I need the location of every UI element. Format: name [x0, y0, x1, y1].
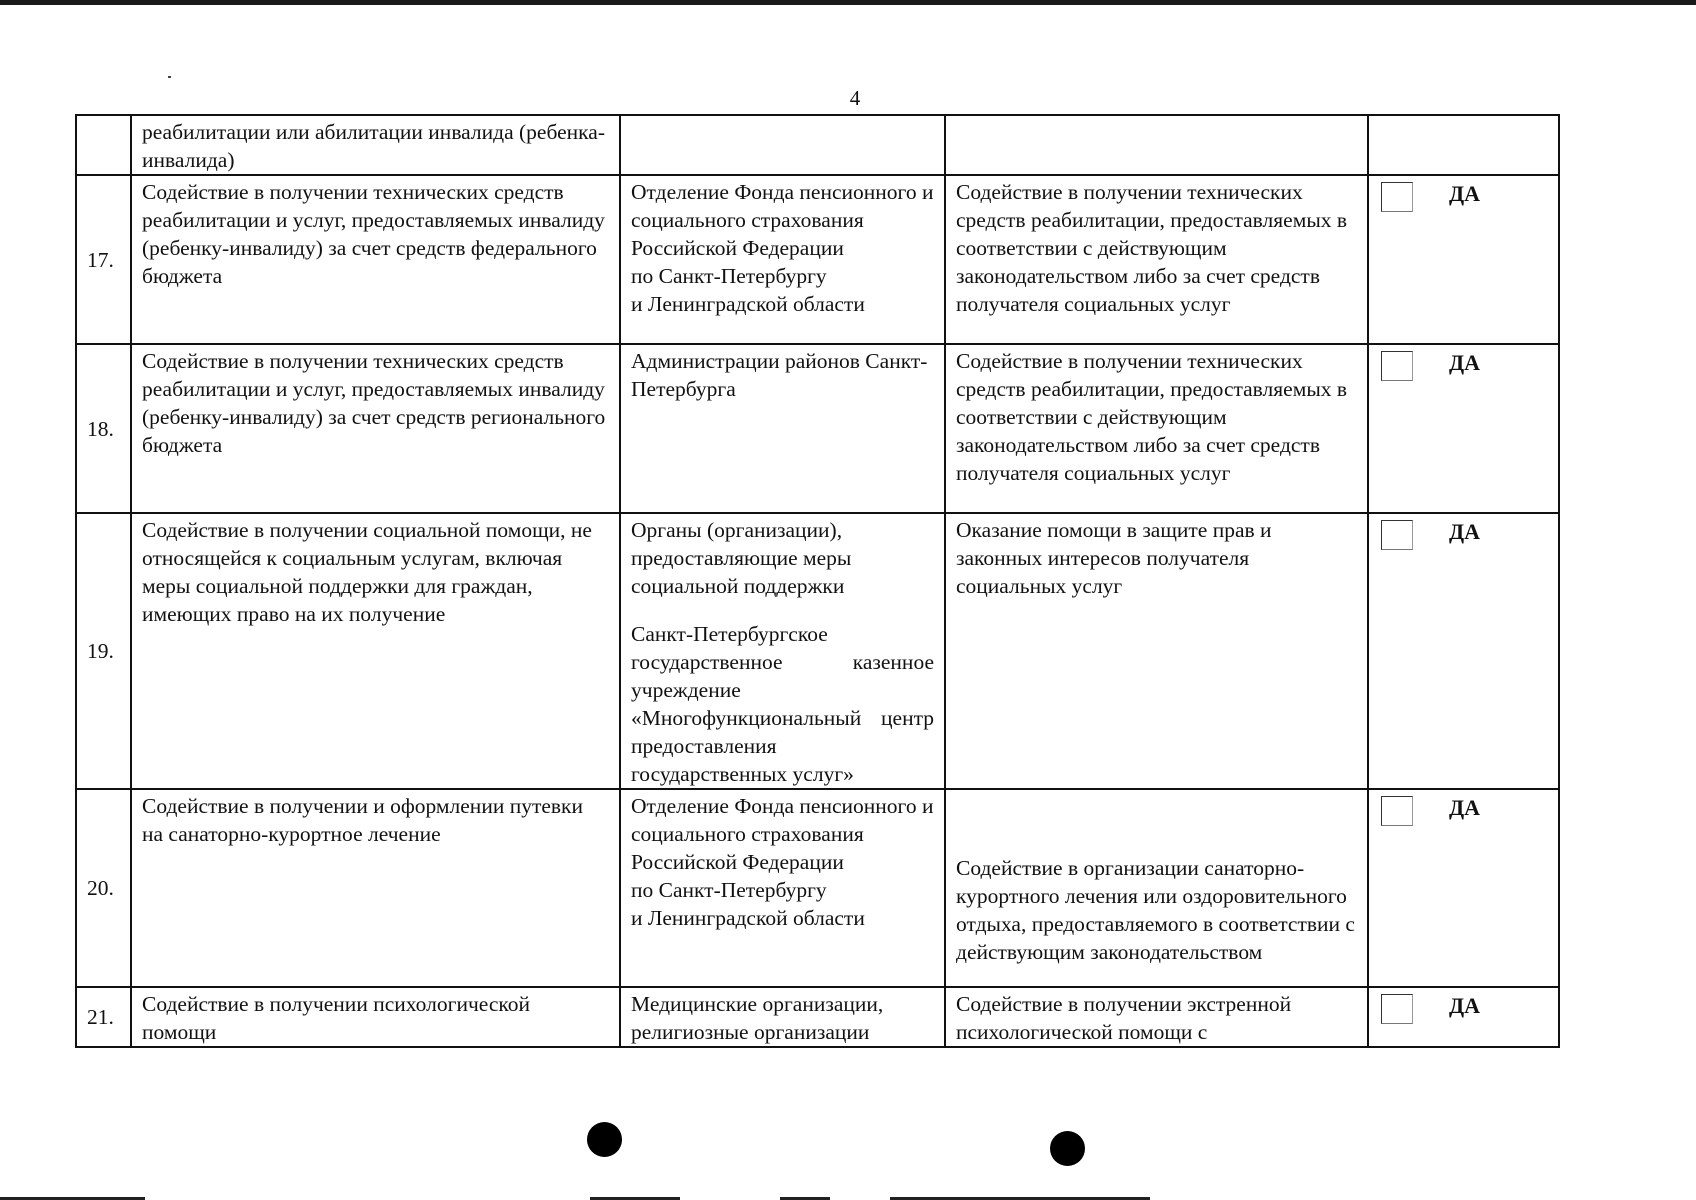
- consent-checkbox[interactable]: [1381, 994, 1413, 1024]
- table-row: [76, 513, 1559, 789]
- service-name: Содействие в получении психологической помощи: [131, 987, 620, 1047]
- consent-checkbox[interactable]: [1381, 520, 1413, 550]
- consent-checkbox[interactable]: [1381, 351, 1413, 381]
- row-number: 18.: [76, 344, 131, 513]
- table-row: [76, 987, 1559, 1047]
- service-name: Содействие в получении и оформлении путевки на санаторно-курортное лечение: [131, 789, 620, 987]
- service-name: реабилитации или абилитации инвалида (ребенка-инвалида): [131, 115, 620, 175]
- yes-label: ДА: [1449, 350, 1481, 375]
- organization-line: и Ленинградской области: [631, 292, 865, 316]
- consent-checkbox[interactable]: [1381, 182, 1413, 212]
- consent-cell: [1368, 344, 1559, 513]
- scan-speck: [168, 76, 171, 78]
- scan-top-edge: [0, 0, 1696, 5]
- row-number: 17.: [76, 175, 131, 344]
- row-number: [76, 115, 131, 175]
- page-number: 4: [849, 86, 861, 110]
- organization-line: Отделение Фонда пенсионного и социального страхования Российской Федерации: [631, 794, 934, 874]
- consent-cell: [1368, 513, 1559, 789]
- service-name: Содействие в получении социальной помощи, не относящейся к социальным услугам, включая меры социальной поддержки для граждан, имеющих право на их получение: [131, 513, 620, 789]
- yes-label: ДА: [1449, 181, 1481, 206]
- organization-line: по Санкт-Петербургу: [631, 264, 827, 288]
- organization: [620, 344, 945, 513]
- service-description: Оказание помощи в защите прав и законных интересов получателя социальных услуг: [945, 513, 1368, 789]
- row-number: 20.: [76, 789, 131, 987]
- row-number: 19.: [76, 513, 131, 789]
- organization: [620, 115, 945, 175]
- consent-cell: [1368, 789, 1559, 987]
- consent-cell: [1368, 175, 1559, 344]
- organization: [620, 789, 945, 987]
- organization: [620, 175, 945, 344]
- organization-line: Санкт-Петербургское государственное казенное учреждение «Многофункциональный центр предоставления государственных услуг»: [631, 622, 934, 786]
- yes-label: ДА: [1449, 519, 1481, 544]
- table-row: [76, 175, 1559, 344]
- table-row: [76, 115, 1559, 175]
- organization-line: Отделение Фонда пенсионного и социального страхования Российской Федерации: [631, 180, 934, 260]
- services-table: [75, 114, 1560, 1048]
- table-row: [76, 344, 1559, 513]
- service-description: [945, 789, 1368, 987]
- organization: [620, 987, 945, 1047]
- organization: [620, 513, 945, 789]
- service-description: Содействие в получении экстренной психологической помощи с: [945, 987, 1368, 1047]
- binder-hole-mark: [1050, 1131, 1085, 1166]
- yes-label: ДА: [1449, 993, 1481, 1018]
- row-number: 21.: [76, 987, 131, 1047]
- service-description: Содействие в получении технических средств реабилитации, предоставляемых в соответствии с действующим законодательством либо за счет средств получателя социальных услуг: [945, 344, 1368, 513]
- service-description: Содействие в получении технических средств реабилитации, предоставляемых в соответствии с действующим законодательством либо за счет средств получателя социальных услуг: [945, 175, 1368, 344]
- service-name: Содействие в получении технических средств реабилитации и услуг, предоставляемых инвалиду (ребенку-инвалиду) за счет средств федерального бюджета: [131, 175, 620, 344]
- binder-hole-mark: [587, 1122, 622, 1157]
- service-description: [945, 115, 1368, 175]
- consent-cell: [1368, 987, 1559, 1047]
- organization-line: Медицинские организации, религиозные организации: [631, 992, 884, 1044]
- consent-checkbox[interactable]: [1381, 796, 1413, 826]
- organization-line: и Ленинградской области: [631, 906, 865, 930]
- organization-line: по Санкт-Петербургу: [631, 878, 827, 902]
- yes-label: ДА: [1449, 795, 1481, 820]
- service-description-text: Содействие в организации санаторно-курортного лечения или оздоровительного отдыха, предоставляемого в соответствии с действующим законодательством: [956, 856, 1355, 964]
- table-row: [76, 789, 1559, 987]
- organization-line: Администрации районов Санкт-Петербурга: [631, 349, 928, 401]
- service-name: Содействие в получении технических средств реабилитации и услуг, предоставляемых инвалиду (ребенку-инвалиду) за счет средств регионального бюджета: [131, 344, 620, 513]
- consent-cell: [1368, 115, 1559, 175]
- organization-line: Органы (организации), предоставляющие меры социальной поддержки: [631, 518, 852, 598]
